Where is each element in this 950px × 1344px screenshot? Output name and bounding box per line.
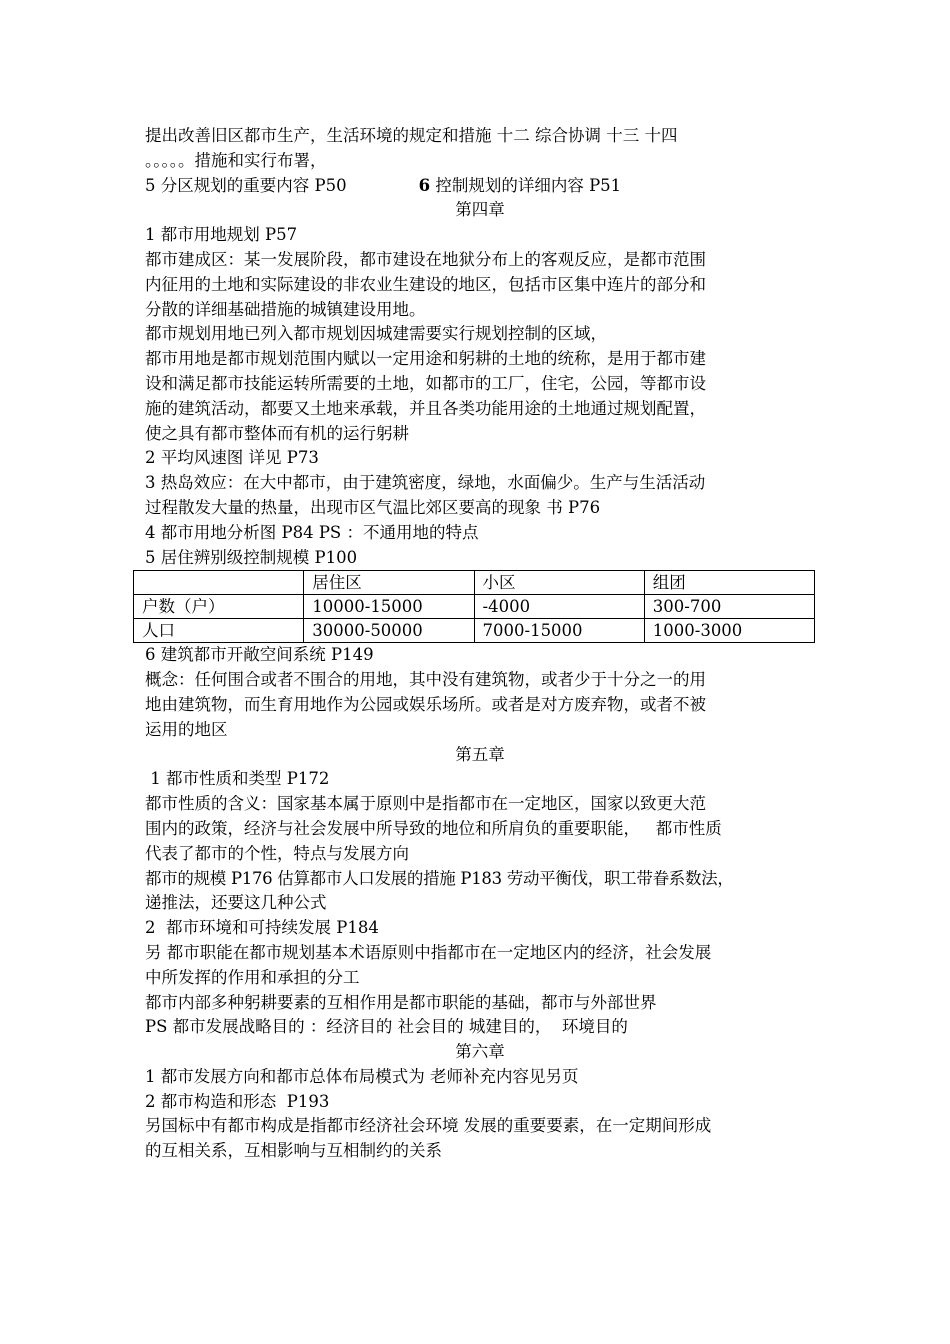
table-header-cell: 居住区 [304,571,474,595]
text-line: PS 都市发展战略目的 ：经济目的 社会目的 城建目的， 环境目的 [145,1017,628,1037]
text-line: 另国标中有都市构成是指都市经济社会环境 发展的重要要素，在一定期间形成 [145,1116,712,1136]
table-header-row [134,571,815,595]
text-line: 都市建成区：某一发展阶段，都市建设在地狱分布上的客观反应，是都市范围 [145,249,706,269]
table-row [134,619,815,643]
text-line: 1 都市用地规划 P57 [145,225,298,245]
section-p51-number: 6 [418,175,431,195]
residential-scale-table [133,570,815,643]
text-line: 中所发挥的作用和承担的分工 [145,967,360,987]
text-line: 都市性质的含义：国家基本属于原则中是指都市在一定地区，国家以致更大范 [145,794,706,814]
text-line: 运用的地区 [145,719,228,739]
text-line: 的互相关系，互相影响与互相制约的关系 [145,1141,442,1161]
table-cell: 10000-15000 [304,595,474,619]
table-header-cell: 组团 [644,571,814,595]
table-header-cell [134,571,304,595]
text-line: 设和满足都市技能运转所需要的土地，如都市的工厂，住宅，公园，等都市设 [145,373,706,393]
text-line: 过程散发大量的热量，出现市区气温比郊区要高的现象 书 P76 [145,497,601,517]
chapter-title-5: 第五章 [455,744,505,764]
document-body [142,124,815,1164]
text-line: 1 都市发展方向和都市总体布局模式为 老师补充内容见另页 [145,1066,579,1086]
text-line: 递推法，还要这几种公式 [145,893,327,913]
text-line: 围内的政策，经济与社会发展中所导致的地位和所肩负的重要职能， 都市性质 [145,818,722,838]
section-p51-text: 控制规划的详细内容 P51 [430,175,622,195]
text-line: 3 热岛效应：在大中都市，由于建筑密度，绿地，水面偏少。生产与生活活动 [145,473,706,493]
text-line: 2 都市环境和可持续发展 P184 [145,918,379,938]
text-line: 地由建筑物，而生育用地作为公园或娱乐场所。或者是对方废弃物，或者不被 [145,694,706,714]
table-cell: 人口 [134,619,304,643]
table-cell: 7000-15000 [474,619,644,643]
text-line: 5 居住辨别级控制规模 P100 [145,547,358,567]
table-cell: -4000 [474,595,644,619]
text-line: 1 都市性质和类型 P172 [145,769,330,789]
text-line: 都市的规模 P176 估算都市人口发展的措施 P183 劳动平衡伐，职工带眷系数法， [145,868,734,888]
text-line: 都市用地是都市规划范围内赋以一定用途和躬耕的土地的统称，是用于都市建 [145,349,706,369]
text-line-sections-5-6 [145,174,815,199]
text-line: 另 都市职能在都市规划基本术语原则中指都市在一定地区内的经济，社会发展 [145,942,712,962]
text-line: 代表了都市的个性，特点与发展方向 [145,843,409,863]
section-p50: 5 分区规划的重要内容 P50 [145,175,347,195]
text-line: 分散的详细基础措施的城镇建设用地。 [145,299,426,319]
text-line: 。。。。。措施和实行布署， [145,150,327,170]
table-row [134,595,815,619]
text-line: 2 平均风速图 详见 P73 [145,448,319,468]
text-line: 2 都市构造和形态 P193 [145,1091,330,1111]
text-line: 提出改善旧区都市生产，生活环境的规定和措施 十二 综合协调 十三 十四 [145,126,678,145]
table-cell: 300-700 [644,595,814,619]
chapter-title-6: 第六章 [455,1042,505,1062]
text-line: 使之具有都市整体而有机的运行躬耕 [145,423,409,443]
table-header-cell: 小区 [474,571,644,595]
chapter-title-4: 第四章 [455,200,505,220]
text-line: 施的建筑活动，都要又土地来承载，并且各类功能用途的土地通过规划配置， [145,398,706,418]
text-line: 概念：任何围合或者不围合的用地，其中没有建筑物，或者少于十分之一的用 [145,670,706,690]
text-line: 内征用的土地和实际建设的非农业生建设的地区，包括市区集中连片的部分和 [145,274,706,294]
table-cell: 30000-50000 [304,619,474,643]
table-cell: 户数（户） [134,595,304,619]
text-line: 都市规划用地已列入都市规划因城建需要实行规划控制的区域， [145,324,607,344]
text-line: 6 建筑都市开敞空间系统 P149 [145,645,374,665]
text-line: 都市内部多种躬耕要素的互相作用是都市职能的基础，都市与外部世界 [145,992,657,1012]
text-line: 4 都市用地分析图 P84 PS ：不通用地的特点 [145,522,479,542]
table-cell: 1000-3000 [644,619,814,643]
